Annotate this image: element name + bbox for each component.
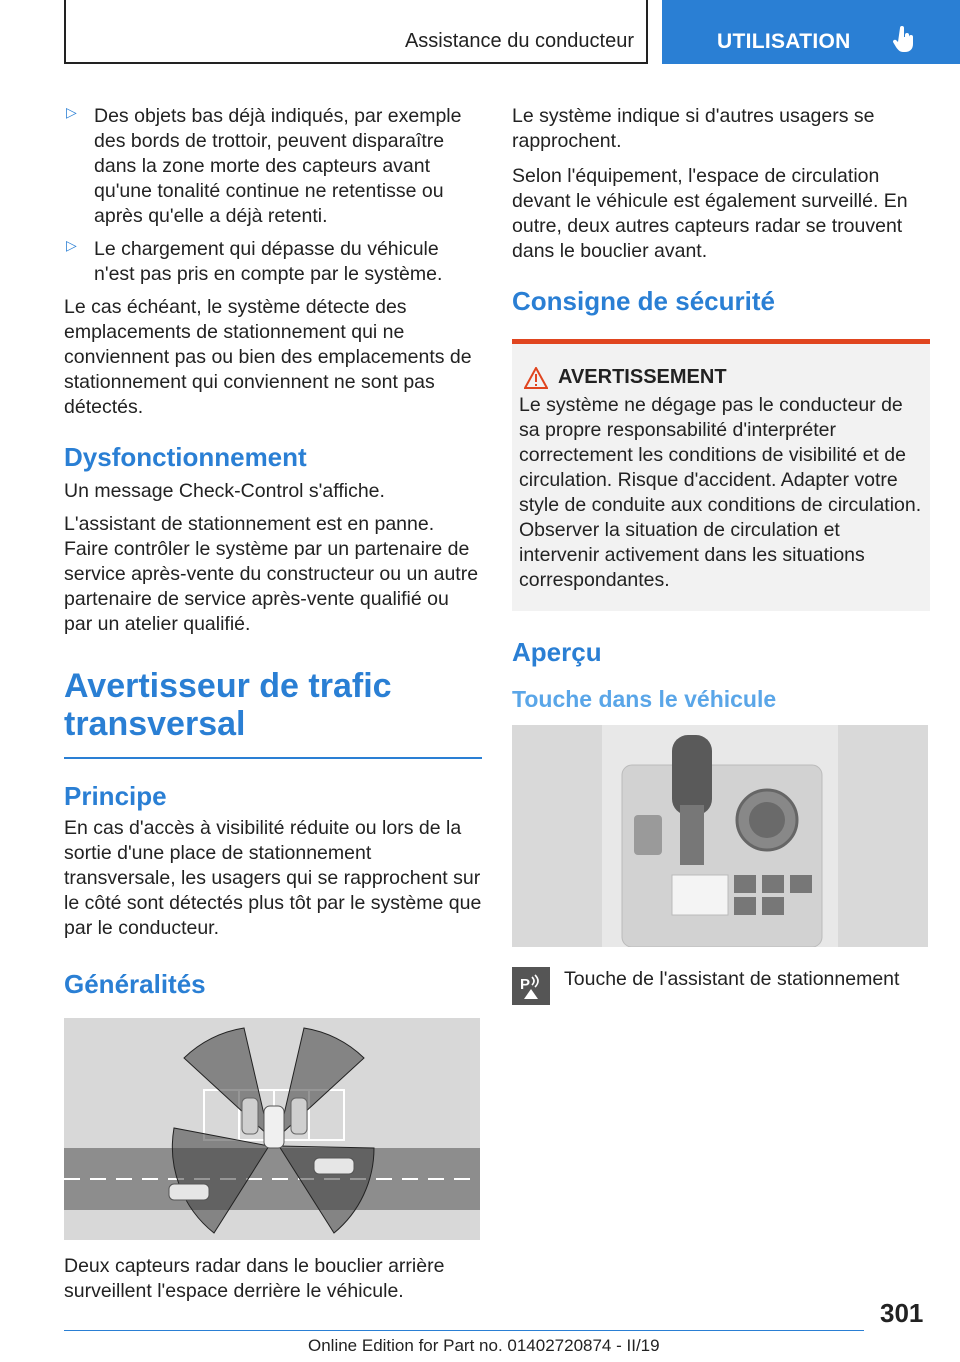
list-item bbox=[64, 104, 482, 229]
console-illustration bbox=[512, 725, 928, 947]
paragraph: Le cas échéant, le système détecte des emplacements de stationnement qui ne conviennent pas ou bien des emplacements de stationnement qui conviennent ne sont pas détectés. bbox=[64, 296, 472, 418]
footer-rule bbox=[64, 1330, 864, 1331]
console-photo bbox=[512, 725, 928, 947]
paragraph: En cas d'accès à visibilité réduite ou lors de la sortie d'une place de stationnement transversale, les usagers qui se rapprochent sur le côté sont détectés plus tôt par le système que par le conducteur. bbox=[64, 817, 482, 939]
radar-illustration bbox=[64, 1018, 480, 1240]
list-item bbox=[64, 237, 482, 287]
warning-header bbox=[524, 366, 922, 389]
footer-edition: Online Edition for Part no. 01402720874 - II/19 bbox=[308, 1336, 660, 1355]
bullet-text: Des objets bas déjà indiqués, par exemple des bords de trottoir, peuvent disparaître dans la zone morte des capteurs avant qu'une tonalité continue ne retentisse ou après qu'elle a déjà retenti. bbox=[94, 105, 462, 227]
page-number: 301 bbox=[880, 1298, 924, 1328]
heading-rule bbox=[64, 757, 482, 759]
paragraph: Un message Check-Control s'affiche. bbox=[64, 480, 385, 502]
triangle-bullet-icon: ▷ bbox=[66, 237, 77, 253]
parking-assistant-button-icon bbox=[512, 967, 550, 1005]
chapter-heading: Avertisseur de trafic transversal bbox=[64, 667, 392, 743]
heading-principe: Principe bbox=[64, 781, 167, 811]
warning-title: AVERTISSEMENT bbox=[558, 366, 727, 388]
warning-box bbox=[512, 339, 930, 611]
button-legend bbox=[512, 967, 930, 1005]
right-column bbox=[512, 104, 930, 1005]
button-caption: Touche de l'assistant de stationnement bbox=[564, 968, 900, 990]
heading-generalites: Généralités bbox=[64, 969, 206, 999]
paragraph: L'assistant de stationnement est en panne. Faire contrôler le système par un partenaire de service après-vente du constructeur ou un autre partenaire de service après-vente qualifié ou par un atelier qualifié. bbox=[64, 513, 479, 635]
radar-diagram bbox=[64, 1018, 480, 1240]
triangle-bullet-icon: ▷ bbox=[66, 104, 77, 120]
heading-touche: Touche dans le véhicule bbox=[512, 686, 777, 712]
section-title: Assistance du conducteur bbox=[404, 30, 634, 52]
heading-consigne: Consigne de sécurité bbox=[512, 286, 775, 316]
svg-text:P: P bbox=[520, 976, 531, 993]
figure-caption: Deux capteurs radar dans le bouclier arrière surveillent l'espace derrière le véhicule. bbox=[64, 1255, 445, 1302]
paragraph: Le système indique si d'autres usagers se rapprochent. bbox=[512, 105, 875, 152]
left-column bbox=[64, 104, 482, 1312]
warning-triangle-icon bbox=[524, 367, 548, 389]
chapter-tab[interactable] bbox=[662, 0, 960, 64]
warning-text: Le système ne dégage pas le conducteur de sa propre responsabilité d'interpréter correctement les conditions de visibilité et de circulation. Risque d'accident. Adapter votre style de conduite aux conditions de circulation. Observer la situation de circulation et intervenir activement dans les situations correspondantes. bbox=[519, 394, 922, 591]
bullet-text: Le chargement qui dépasse du véhicule n'est pas pris en compte par le système. bbox=[94, 238, 443, 285]
heading-dysfonctionnement: Dysfonctionnement bbox=[64, 442, 307, 472]
heading-apercu: Aperçu bbox=[512, 637, 602, 667]
chapter-tab-label: UTILISATION bbox=[717, 30, 851, 53]
header-frame bbox=[64, 0, 648, 64]
paragraph: Selon l'équipement, l'espace de circulation devant le véhicule est également surveillé. En outre, deux autres capteurs radar se trouvent dans le bouclier avant. bbox=[512, 165, 908, 262]
hand-pointer-icon bbox=[892, 26, 916, 54]
